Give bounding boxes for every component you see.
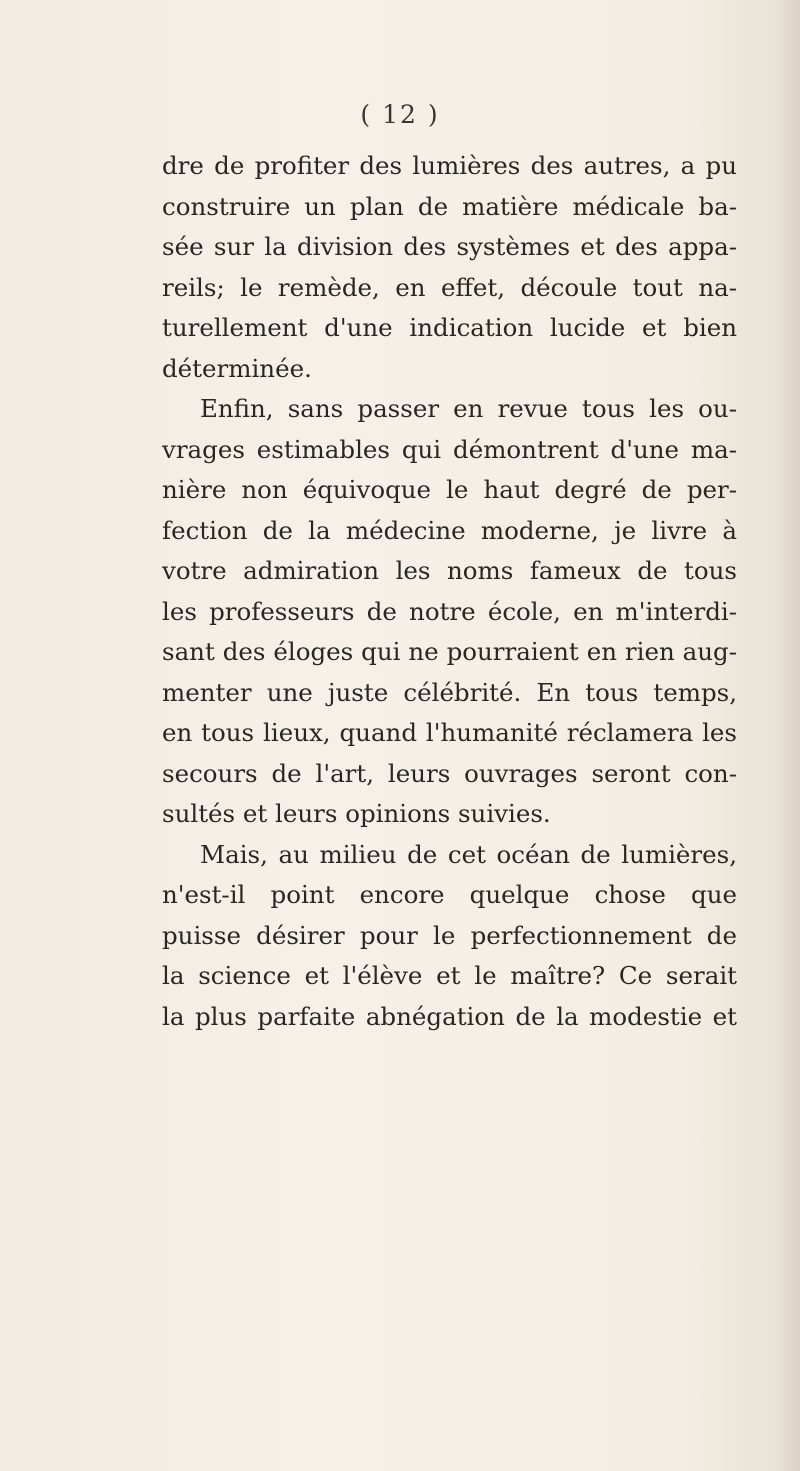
text-line: menter une juste célébrité. En tous temps, [162,677,737,707]
text-line: Enfin, sans passer en revue tous les ou- [200,394,737,423]
text-line: dre de profiter des lumières des autres, a pu [162,151,737,180]
text-line: sée sur la division des systèmes et des appa- [162,232,737,261]
text-line: en tous lieux, quand l'humanité réclamera les [162,718,737,747]
text-line: n'est-il point encore quelque chose que [162,880,737,909]
text-line: puisse désirer pour le perfectionnement de [162,920,737,950]
text-line: secours de l'art, leurs ouvrages seront con- [162,758,737,788]
text-line: vrages estimables qui démontrent d'une ma- [162,434,737,464]
text-line: les professeurs de notre école, en m'interdi- [162,596,737,626]
body-text [162,146,737,1037]
text-line: turellement d'une indication lucide et bien [162,313,737,342]
text-line: sultés et leurs opinions suivies. [162,799,551,828]
text-line: Mais, au milieu de cet océan de lumières, [200,839,737,869]
text-line: fection de la médecine moderne, je livre à [162,515,737,545]
text-line: construire un plan de matière médicale ba- [162,191,737,221]
text-line: sant des éloges qui ne pourraient en rien aug- [162,637,737,666]
text-line: votre admiration les noms fameux de tous [162,556,737,585]
page-number: ( 12 ) [360,100,440,129]
text-line: la plus parfaite abnégation de la modestie et [162,1001,737,1031]
text-line: reils; le remède, en effet, découle tout na- [162,272,737,302]
text-line: déterminée. [162,353,312,383]
text-line: la science et l'élève et le maître? Ce serait [162,961,737,990]
text-line: nière non équivoque le haut degré de per- [162,475,737,504]
